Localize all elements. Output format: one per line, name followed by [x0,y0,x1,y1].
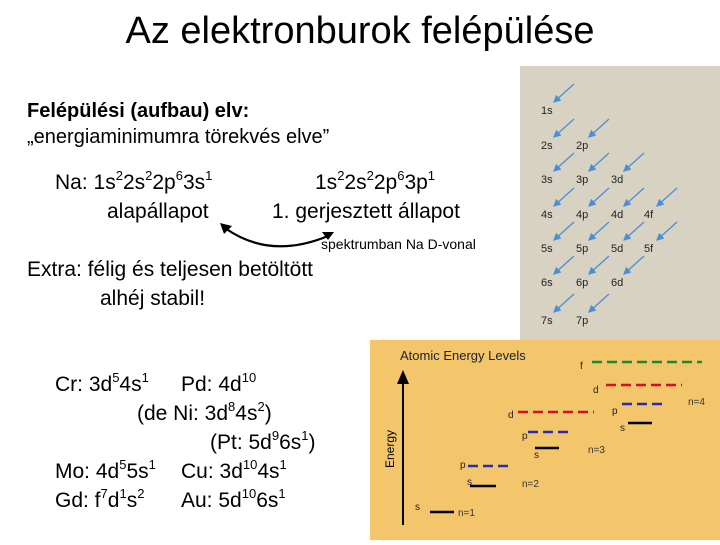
shell-label-n=3: n=3 [588,445,605,456]
energy-axis-label: Energy [383,429,397,468]
sup: 2 [366,168,374,183]
sup: 5 [119,457,127,472]
config-ni [137,401,272,427]
orbital: (de Ni: 3d [137,402,229,425]
aufbau-arrow-2p [589,119,609,137]
shell-label-n=1: n=1 [458,508,475,519]
page-title: Az elektronburok felépülése [125,10,595,52]
aufbau-arrow-3s [554,153,574,171]
aufbau-arrow-4s [554,188,574,206]
sup: 2 [137,486,145,501]
aufbau-arrow-5f [657,222,677,240]
shell-label-n=2: n=2 [522,479,539,490]
orbital-label-5f: 5f [644,243,654,255]
energy-level-label: p [522,431,528,442]
orbital: Au: 5d [181,489,242,512]
orbital: 2s [344,171,367,194]
orbital-label-4s: 4s [541,209,553,221]
sup: 1 [205,168,213,183]
config-cr [55,372,149,398]
orbital-label-4d: 4d [611,209,624,221]
config-mo [55,459,156,485]
config-gd [55,488,144,514]
sup: 1 [141,370,149,385]
sup: 1 [119,486,127,501]
orbital-label-7p: 7p [576,315,589,327]
aufbau-arrow-5s [554,222,574,240]
energy-level-label: d [508,410,514,421]
orbital: 2p [373,171,398,194]
na-ground-label: alapállapot [107,200,209,223]
orbital: 2p [152,171,176,194]
energy-level-label: p [612,406,618,417]
orbital: s [126,489,138,512]
orbital-label-4p: 4p [576,209,589,221]
energy-level-label: s [534,450,539,461]
aufbau-arrow-5d [624,222,644,240]
principle-heading: Felépülési (aufbau) elv: [27,100,250,122]
orbital: ) [264,402,272,425]
sup: 8 [228,399,236,414]
aufbau-arrow-4p [589,188,609,206]
shell-label-n=4: n=4 [688,397,705,408]
aufbau-arrow-3d [624,153,644,171]
aufbau-diagram [520,66,720,344]
aufbau-arrow-4d [624,188,644,206]
orbital: 1s [315,171,338,194]
energy-level-label: s [415,502,420,513]
orbital-label-2p: 2p [576,140,589,152]
orbital-label-5s: 5s [541,243,553,255]
energy-level-label: f [580,361,583,372]
orbital-label-3d: 3d [611,174,624,186]
orbital: Mo: 4d [55,460,120,483]
energy-level-label: s [467,477,472,488]
na-excited-config [315,170,435,196]
principle-quote: „energiaminimumra törekvés elve” [27,126,330,148]
orbital: 6s [279,431,302,454]
aufbau-arrow-6p [589,256,609,274]
orbital: Cr: 3d [55,373,113,396]
orbital-label-5p: 5p [576,243,589,255]
orbital: ) [308,431,316,454]
aufbau-arrow-5p [589,222,609,240]
orbital: 2s [122,171,146,194]
na-excited-label: 1. gerjesztett állapot [272,200,460,223]
aufbau-svg [520,66,720,344]
orbital-label-6d: 6d [611,277,624,289]
orbital-label-6p: 6p [576,277,589,289]
sup: 6 [397,168,405,183]
config-pd [181,372,256,398]
config-au [181,488,286,514]
sup: 6 [175,168,183,183]
sup: 10 [241,370,257,385]
sup: 2 [337,168,345,183]
sup: 7 [100,486,108,501]
orbital: 3p [404,171,428,194]
aufbau-arrow-6d [624,256,644,274]
energy-axis-arrowhead [397,370,409,384]
orbital: 6s [256,489,279,512]
orbital-label-3s: 3s [541,174,553,186]
orbital: Pd: 4d [181,373,242,396]
na-ground-config [55,170,212,196]
aufbau-arrow-7s [554,294,574,312]
orbital-label-6s: 6s [541,277,553,289]
energy-svg [370,340,720,540]
sup: 2 [145,168,153,183]
config-pt [210,430,316,456]
config-cu [181,459,287,485]
energy-level-label: d [593,385,599,396]
orbital-label-3p: 3p [576,174,589,186]
aufbau-arrow-4f [657,188,677,206]
sup: 5 [112,370,120,385]
orbital-label-4f: 4f [644,209,654,221]
sup: 10 [241,486,257,501]
orbital: Gd: f [55,489,101,512]
energy-diagram-title: Atomic Energy Levels [400,348,526,363]
sup: 2 [115,168,123,183]
aufbau-arrow-6s [554,256,574,274]
aufbau-arrow-1s [554,84,574,102]
orbital-label-5d: 5d [611,243,624,255]
extra-line-1: Extra: félig és teljesen betöltött [27,258,313,281]
orbital: 4s [235,402,258,425]
orbital: 4s [257,460,280,483]
orbital: 4s [119,373,142,396]
extra-line-2: alhéj stabil! [100,287,206,310]
orbital-label-2s: 2s [541,140,553,152]
sup: 2 [257,399,265,414]
aufbau-arrow-7p [589,294,609,312]
sup: 10 [242,457,258,472]
energy-level-label: s [620,423,625,434]
sup: 1 [279,457,287,472]
sup: 9 [271,428,280,443]
orbital-label-7s: 7s [541,315,553,327]
orbital: Cu: 3d [181,460,243,483]
orbital: (Pt: 5d [210,431,272,454]
na-ground-prefix: Na: 1s [55,171,116,194]
orbital: 3s [182,171,206,194]
spectrum-note: spektrumban Na D-vonal [321,236,476,252]
orbital: 5s [126,460,149,483]
orbital-label-1s: 1s [541,105,553,117]
energy-level-label: p [460,460,466,471]
aufbau-arrow-2s [554,119,574,137]
energy-level-diagram [370,340,720,540]
sup: 1 [148,457,156,472]
sup: 1 [427,168,436,183]
orbital: d [107,489,120,512]
sup: 1 [278,486,286,501]
aufbau-arrow-3p [589,153,609,171]
sup: 1 [301,428,309,443]
